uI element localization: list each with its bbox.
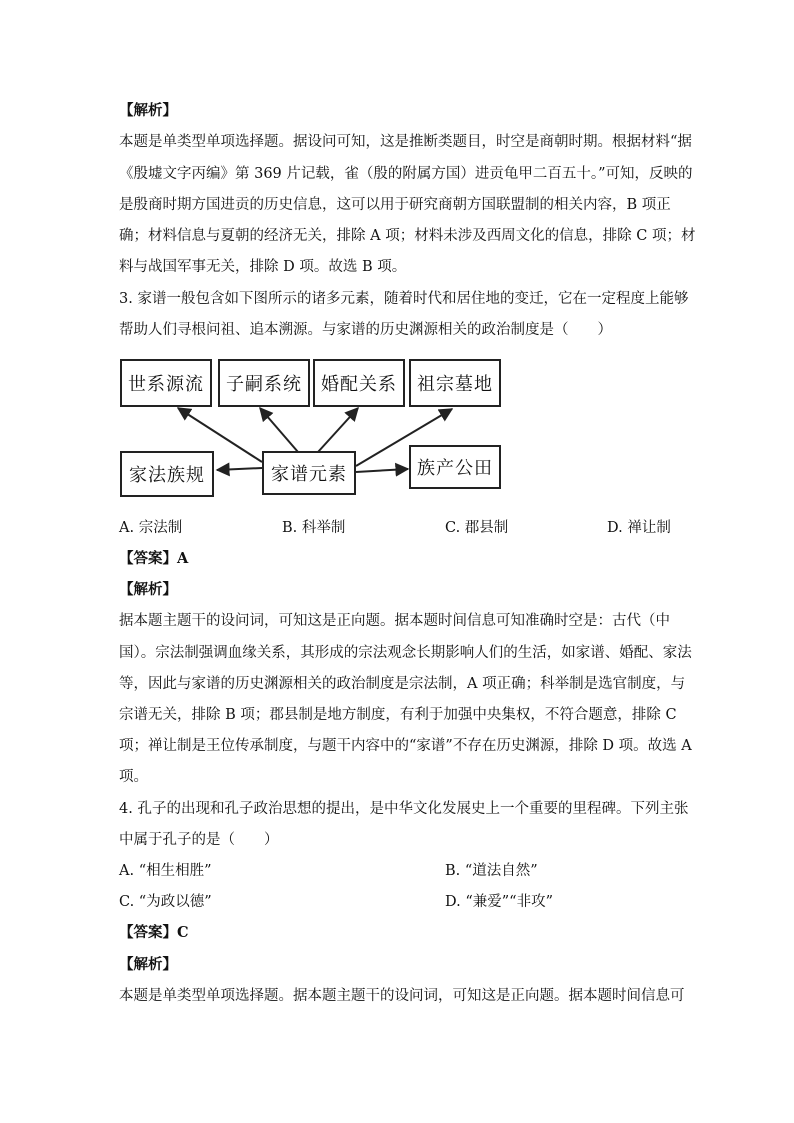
- box-ancestral-tomb: 祖宗墓地: [409, 359, 501, 407]
- diagram-arrows: [0, 0, 794, 520]
- paragraph-line: 本题是单类型单项选择题。据本题主题干的设问词，可知这是正向题。据本题时间信息可: [119, 988, 685, 1004]
- paragraph-line: 项；禅让制是王位传承制度，与题干内容中的“家谱”不存在历史渊源，排除 D 项。故选 A: [119, 738, 692, 754]
- analysis-heading: 【解析】: [119, 956, 177, 973]
- analysis-heading: 【解析】: [119, 581, 177, 598]
- analysis-heading: 【解析】: [119, 102, 177, 119]
- paragraph-line: 确；材料信息与夏朝的经济无关，排除 A 项；材料未涉及西周文化的信息，排除 C 项；材: [119, 228, 696, 244]
- option-d: D. 禅让制: [607, 520, 671, 536]
- question-3-line: 3. 家谱一般包含如下图所示的诸多元素，随着时代和居住地的变迁，它在一定程度上能够: [119, 291, 689, 307]
- answer-label: 【答案】A: [119, 550, 189, 567]
- box-family-rules: 家法族规: [120, 451, 214, 497]
- question-3-line: 帮助人们寻根问祖、追本溯源。与家谱的历史渊源相关的政治制度是（ ）: [119, 322, 612, 338]
- paragraph-line: 《殷墟文字丙编》第 369 片记载，雀（殷的附属方国）进贡龟甲二百五十。”可知，反映的: [119, 166, 693, 182]
- box-marriage: 婚配关系: [313, 359, 405, 407]
- option-a: A. 宗法制: [119, 520, 183, 536]
- answer-label: 【答案】C: [119, 924, 189, 941]
- arrow-top-3: [318, 408, 358, 452]
- question-4-line: 4. 孔子的出现和孔子政治思想的提出，是中华文化发展史上一个重要的里程碑。下列主张: [119, 801, 689, 817]
- paragraph-line: 项。: [119, 769, 148, 785]
- option-a: A. “相生相胜”: [119, 863, 212, 879]
- option-b: B. “道法自然”: [445, 863, 538, 879]
- question-4-line: 中属于孔子的是（ ）: [119, 832, 279, 848]
- arrow-top-2: [260, 408, 298, 452]
- paragraph-line: 料与战国军事无关，排除 D 项。故选 B 项。: [119, 259, 407, 275]
- option-d: D. “兼爱”“非攻”: [445, 894, 553, 910]
- arrow-left: [217, 468, 262, 470]
- paragraph-line: 本题是单类型单项选择题。据设问可知，这是推断类题目，时空是商朝时期。根据材料“据: [119, 134, 692, 150]
- paragraph-line: 国）。宗法制强调血缘关系，其形成的宗法观念长期影响人们的生活，如家谱、婚配、家法: [119, 645, 692, 661]
- box-clan-land: 族产公田: [409, 445, 501, 489]
- box-genealogy-elements: 家谱元素: [262, 451, 356, 495]
- arrow-right: [356, 469, 408, 472]
- option-b: B. 科举制: [282, 520, 346, 536]
- option-c: C. 郡县制: [445, 520, 509, 536]
- box-lineage: 世系源流: [120, 359, 212, 407]
- paragraph-line: 是殷商时期方国进贡的历史信息，这可以用于研究商朝方国联盟制的相关内容，B 项正: [119, 197, 671, 213]
- paragraph-line: 宗谱无关，排除 B 项；郡县制是地方制度，有利于加强中央集权，不符合题意，排除 C: [119, 707, 677, 723]
- paragraph-line: 等，因此与家谱的历史渊源相关的政治制度是宗法制，A 项正确；科举制是选官制度，与: [119, 676, 686, 692]
- option-c: C. “为政以德”: [119, 894, 212, 910]
- box-descendants: 子嗣系统: [218, 359, 310, 407]
- paragraph-line: 据本题主题干的设问词，可知这是正向题。据本题时间信息可知准确时空是：古代（中: [119, 613, 670, 629]
